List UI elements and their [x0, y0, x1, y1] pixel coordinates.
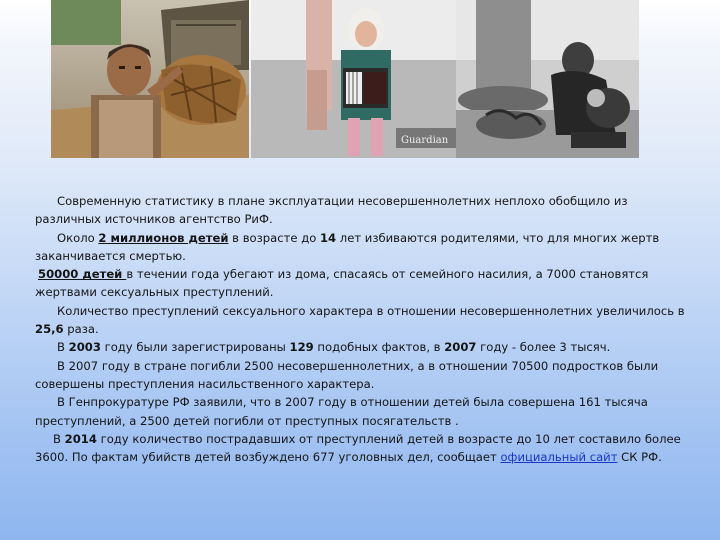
- statistics-text: [35, 192, 685, 466]
- paragraph-intro: Современную статистику в плане эксплуатации несовершеннолетних неплохо обобщило из различных источников агентство РиФ.: [35, 194, 628, 227]
- paragraph-prosecutor: В Генпрокуратуре РФ заявили, что в 2007 году в отношении детей была совершена 161 тысяча преступлений, а 2500 детей погибли от преступных посягательств .: [35, 395, 648, 428]
- photo-watermark: Guardian: [401, 135, 449, 146]
- paragraph-runaways: 50000 детей в течении года убегают из дома, спасаясь от семейного насилия, а 7000 становятся жертвами сексуальных преступлений.: [35, 267, 649, 300]
- child-carrying-basket-photo: [51, 0, 249, 158]
- paragraph-2003-2007: В 2003 году были зарегистрированы 129 подобных фактов, в 2007 году - более 3 тысяч.: [57, 340, 611, 355]
- paragraph-sexual-crimes: Количество преступлений сексуального характера в отношении несовершеннолетних увеличилось в 25,6 раза.: [35, 303, 685, 337]
- paragraph-beatings: Около 2 миллионов детей в возрасте до 14 лет избиваются родителями, что для многих жертв заканчивается смертью.: [35, 230, 660, 263]
- two-million-children: 2 миллионов детей: [98, 230, 229, 245]
- paragraph-2014: В 2014 году количество пострадавших от преступлений детей в возрасте до 10 лет составило более 3600. По фактам убийств детей возбуждено 677 уголовных дел, сообщает официальный сайт СК РФ.: [35, 431, 681, 465]
- paragraph-2007-deaths: В 2007 году в стране погибли 2500 несовершеннолетних, а в отношении 70500 подростков были совершены преступления насильственного характера.: [35, 358, 659, 391]
- official-site-link[interactable]: официальный сайт: [500, 450, 618, 465]
- girl-with-accordion-photo: [251, 0, 456, 158]
- fifty-thousand-children: 50000 детей: [38, 267, 127, 282]
- homeless-children-photo: [456, 0, 639, 158]
